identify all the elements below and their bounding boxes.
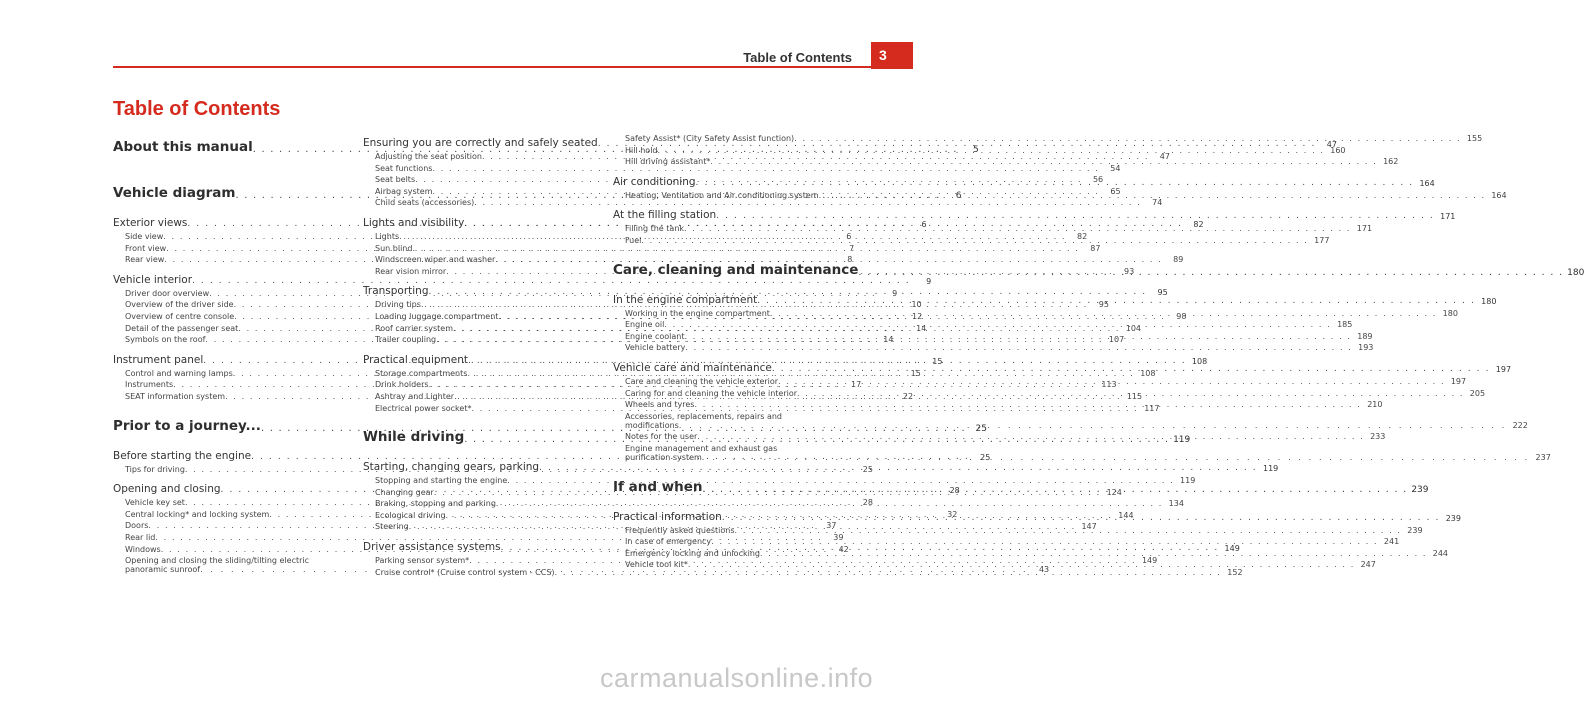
leader-dots	[684, 224, 1351, 233]
toc-page-number: 147	[1081, 522, 1097, 532]
toc-page-number: 134	[1168, 499, 1184, 509]
toc-page-number: 43	[1038, 565, 1050, 575]
toc-page-number: 117	[1144, 403, 1160, 413]
toc-entry-label: Hill driving assistant*	[625, 157, 711, 167]
toc-entry-label: Stopping and starting the engine	[375, 476, 508, 486]
toc-entry[interactable]	[363, 163, 1121, 173]
toc-entry-label: Engine oil	[625, 320, 665, 330]
toc-page-number: 6	[921, 220, 927, 229]
toc-entry-label: Windscreen wiper and washer	[375, 255, 496, 265]
toc-page-number: 108	[1140, 368, 1156, 378]
toc-page-number: 14	[883, 335, 894, 345]
toc-page-number: 197	[1495, 364, 1512, 374]
toc-entry-label: Vehicle tool kit*	[625, 560, 688, 570]
leader-dots	[757, 296, 1475, 306]
toc-page-number: 107	[1108, 335, 1125, 345]
toc-page-number: 25	[975, 423, 987, 434]
header-divider	[113, 66, 871, 68]
toc-entry[interactable]	[363, 255, 1184, 265]
toc-entry-label: Heating, Ventilation and Air conditioning system	[625, 190, 819, 200]
toc-page-number: 108	[1191, 356, 1208, 366]
toc-page-number: 197	[1450, 376, 1467, 386]
toc-entry-label: Wheels and tyres	[625, 400, 695, 410]
toc-entry-label: panoramic sunroof	[125, 565, 201, 575]
watermark: carmanualsonline.info	[600, 663, 874, 693]
toc-page-number: 180	[1481, 296, 1497, 306]
toc-entry-label: If and when	[613, 478, 703, 495]
leader-dots	[819, 191, 1486, 200]
toc-entry-label: Doors	[125, 521, 149, 531]
toc-entry-label-line: Accessories, replacements, repairs and	[625, 411, 782, 421]
toc-entry-label: Safety Assist* (City Safety Assist function)	[625, 134, 795, 143]
toc-entry-label: Driver assistance systems	[363, 541, 501, 554]
toc-entry-label: Rear vision mirror	[375, 266, 447, 276]
toc-page-number: 28	[949, 486, 960, 496]
toc-entry-label: About this manual	[113, 139, 253, 155]
toc-page-number: 233	[1370, 432, 1386, 442]
leader-dots	[722, 510, 1440, 523]
toc-entry-label: Ecological driving	[375, 510, 446, 520]
page-title: Table of Contents	[113, 98, 281, 120]
toc-page-number: 113	[1101, 380, 1117, 390]
toc-entry-label: Vehicle diagram	[113, 185, 236, 201]
toc-entry-label: Caring for and cleaning the vehicle interior	[625, 388, 798, 398]
toc-page-number: 54	[1110, 163, 1121, 173]
toc-entry-label: Air conditioning	[613, 175, 696, 188]
leader-dots	[778, 377, 1445, 386]
toc-page-number: 82	[1193, 219, 1204, 229]
toc-page-number: 119	[1180, 476, 1196, 486]
toc-entry-label: Parking sensor system*	[375, 556, 470, 566]
toc-page-number: 25	[862, 464, 873, 474]
leader-dots	[710, 157, 1377, 166]
toc-entry-label: Rear lid	[125, 532, 156, 542]
toc-page-number: 189	[1357, 331, 1373, 341]
running-header-title: Table of Contents	[743, 50, 852, 65]
leader-dots	[770, 309, 1437, 318]
toc-page-number: 149	[1224, 544, 1240, 554]
toc-entry-label: Central locking* and locking system	[125, 509, 270, 519]
toc-entry-label: Exterior views	[113, 217, 188, 229]
toc-page-number: 9	[892, 288, 898, 298]
toc-page-number: 119	[1173, 435, 1191, 446]
toc-entry-label: Storage compartments	[375, 368, 468, 378]
toc-page-number: 119	[1263, 464, 1279, 474]
toc-entry-label: Loading luggage compartment	[375, 311, 499, 321]
leader-dots	[641, 236, 1308, 245]
leader-dots	[760, 549, 1427, 558]
toc-section[interactable]	[613, 209, 1456, 222]
toc-entry[interactable]	[363, 198, 1163, 208]
toc-entry[interactable]	[613, 157, 1399, 167]
toc-entry[interactable]	[613, 343, 1374, 353]
toc-entry[interactable]	[363, 476, 1196, 486]
toc-page-number: 237	[1535, 452, 1551, 462]
toc-entry-label: Lights	[375, 231, 400, 241]
toc-page-number: 171	[1440, 212, 1456, 222]
toc-entry-label: Driving tips	[375, 300, 421, 310]
toc-entry-label: Opening and closing	[113, 483, 221, 496]
leader-dots	[664, 320, 1331, 329]
toc-page-number: 28	[862, 498, 873, 508]
toc-entry[interactable]	[363, 243, 1101, 253]
toc-entry-label: Ensuring you are correctly and safely seated	[363, 137, 598, 149]
toc-entry-label: Front view	[125, 243, 167, 253]
toc-entry-label: Engine coolant	[625, 331, 685, 341]
leader-dots	[797, 389, 1464, 398]
toc-page-number: 39	[833, 532, 844, 542]
toc-page-number: 42	[838, 544, 849, 554]
toc-page-number: 9	[926, 276, 932, 286]
toc-page-number: 244	[1432, 548, 1449, 558]
leader-dots	[703, 484, 1408, 495]
toc-page-number: 239	[1411, 484, 1429, 495]
toc-entry-label: Frequently asked questions	[625, 525, 735, 535]
toc-page-number: 210	[1367, 400, 1383, 410]
toc-entry-label: Adjusting the seat position	[375, 152, 482, 161]
toc-page-number: 104	[1125, 323, 1142, 333]
toc-page-number: 160	[1330, 145, 1346, 155]
toc-page-number: 162	[1383, 157, 1399, 167]
toc-page-number: 47	[1159, 152, 1170, 161]
toc-page-number: 152	[1227, 567, 1243, 577]
toc-entry-label: Filling the tank	[625, 224, 685, 234]
toc-page-number: 5	[972, 145, 979, 155]
toc-page-number: 164	[1491, 190, 1507, 200]
toc-page-number: 25	[980, 452, 991, 462]
toc-entry-label: Fuel	[625, 235, 642, 245]
toc-page-number: 74	[1152, 198, 1163, 208]
toc-page-number: 6	[846, 232, 852, 241]
leader-dots	[658, 146, 1325, 155]
page-number-tab: 3	[871, 42, 913, 69]
toc-entry-label: Care and cleaning the vehicle exterior	[625, 376, 779, 386]
toc-page-number: 222	[1512, 420, 1528, 430]
toc-entry-label: Detail of the passenger seat	[125, 323, 239, 333]
toc-entry-label: Vehicle key set	[125, 498, 185, 508]
leader-dots	[702, 453, 1530, 462]
leader-dots	[711, 537, 1378, 546]
toc-page-number: 177	[1314, 235, 1330, 245]
toc-page-number: 239	[1445, 513, 1461, 523]
toc-entry-label: Driver door overview	[125, 288, 210, 298]
toc-entry-label: Cruise control* (Cruise control system - CCS)	[375, 567, 555, 577]
toc-entry-label: Electrical power socket*	[375, 403, 472, 413]
toc-entry[interactable]	[613, 134, 1483, 143]
toc-page-number: 149	[1141, 556, 1158, 566]
toc-entry[interactable]	[613, 145, 1346, 155]
leader-dots	[688, 560, 1355, 569]
toc-page-number: 205	[1469, 388, 1486, 398]
toc-page-number: 164	[1419, 178, 1435, 188]
leader-dots	[696, 178, 1414, 188]
toc-entry-label-line: Opening and closing the sliding/tilting electric	[125, 556, 310, 566]
leader-dots	[772, 364, 1490, 374]
toc-page-number: 180	[1442, 308, 1458, 318]
toc-entry-label: Roof carrier system	[375, 323, 453, 333]
toc-entry-label: Seat functions	[375, 163, 433, 173]
toc-page-number: 22	[902, 391, 914, 401]
toc-page-number: 8	[847, 255, 853, 265]
toc-entry[interactable]	[613, 537, 1400, 547]
toc-entry-label: In the engine compartment	[613, 293, 758, 306]
toc-entry-label: Tips for driving	[125, 464, 185, 474]
toc-entry-label: Practical information	[613, 510, 722, 523]
toc-page-number: 95	[1157, 288, 1168, 298]
toc-entry-label: In case of emergency	[625, 537, 712, 547]
leader-dots	[685, 343, 1352, 352]
toc-page-number: 15	[932, 356, 943, 366]
toc-page-number: 115	[1126, 391, 1143, 401]
toc-entry-label: SEAT information system	[125, 391, 226, 401]
toc-page-number: 32	[947, 509, 958, 519]
toc-entry-label: Hill hold	[625, 145, 658, 155]
toc-section[interactable]	[113, 273, 932, 286]
toc-section[interactable]	[363, 285, 1168, 298]
toc-entry[interactable]	[363, 152, 1170, 161]
toc-page-number: 124	[1106, 487, 1122, 497]
toc-entry-label: Airbag system	[375, 186, 433, 196]
leader-dots	[697, 432, 1364, 441]
toc-page-number: 95	[1098, 300, 1109, 310]
toc-entry-label: At the filling station	[613, 209, 717, 222]
toc-entry-label: Overview of the driver side	[125, 300, 234, 310]
toc-entry-label: Care, cleaning and maintenance	[613, 261, 859, 278]
toc-entry-label: Changing gear	[375, 487, 434, 497]
leader-dots	[735, 526, 1402, 535]
toc-entry-label: Steering	[375, 522, 409, 532]
toc-entry-label: Ashtray and Lighter	[375, 391, 455, 401]
toc-entry-label: Emergency locking and unlocking	[625, 548, 760, 558]
toc-page-number: 193	[1358, 343, 1374, 353]
toc-page-number: 171	[1356, 224, 1373, 234]
toc-entry-label-line: Engine management and exhaust gas	[625, 443, 778, 453]
toc-page-number: 98	[1176, 311, 1187, 321]
toc-page-number: 144	[1118, 510, 1134, 520]
toc-page-number: 82	[1076, 231, 1088, 241]
toc-page-number: 93	[1124, 266, 1135, 276]
toc-page-number: 180	[1567, 267, 1584, 278]
toc-entry-label: Overview of centre console	[125, 311, 235, 321]
toc-entry-label: Instruments	[125, 380, 174, 390]
toc-entry-label: Prior to a journey...	[113, 417, 261, 434]
toc-entry-label: While driving	[363, 429, 465, 446]
leader-dots	[694, 400, 1361, 409]
toc-entry-label: Child seats (accessories)	[375, 198, 475, 208]
leader-dots	[858, 267, 1563, 278]
toc-entry-label: Vehicle interior	[113, 273, 193, 286]
toc-page-number: 65	[1110, 186, 1121, 196]
toc-page-number: 7	[849, 243, 855, 253]
toc-page-number: 15	[910, 368, 921, 378]
toc-entry-label: Control and warning lamps	[125, 368, 233, 378]
leader-dots	[684, 332, 1351, 341]
toc-entry-label: Windows	[125, 544, 161, 554]
toc-entry-label: Drink holders	[375, 380, 429, 390]
toc-page-number: 12	[911, 311, 923, 321]
toc-entry-label: Braking, stopping and parking	[375, 499, 496, 509]
toc-entry-label: Seat belts	[375, 175, 416, 185]
toc-entry-label: Sun blind	[375, 243, 413, 253]
toc-page-number: 56	[1092, 175, 1104, 185]
toc-page-number: 241	[1383, 537, 1400, 547]
toc-page-number: 37	[826, 521, 837, 531]
toc-page-number: 17	[851, 380, 862, 390]
leader-dots	[716, 211, 1434, 221]
toc-entry-label: Notes for the user	[625, 432, 698, 442]
toc-page-number: 6	[955, 191, 962, 201]
toc-page-number: 89	[1173, 255, 1184, 265]
toc-entry-label: Vehicle battery	[625, 343, 686, 353]
toc-entry-label: Instrument panel	[113, 353, 204, 366]
toc-entry-label: Rear view	[125, 255, 165, 265]
toc-page-number: 239	[1407, 525, 1423, 535]
toc-page-number: 185	[1337, 320, 1353, 330]
toc-entry-label: Symbols on the roof	[125, 335, 206, 345]
toc-page-number: 10	[911, 300, 922, 310]
toc-entry-label: Transporting	[363, 285, 429, 298]
toc-entry-label: purification system	[625, 452, 702, 462]
toc-entry-label: Trailer coupling	[375, 335, 437, 345]
toc-entry-label: Practical equipment	[363, 353, 468, 366]
toc-entry-label: Vehicle care and maintenance	[613, 361, 772, 374]
toc-page-number: 14	[916, 323, 927, 333]
leader-dots	[794, 134, 1461, 143]
toc-entry-label: Working in the engine compartment	[625, 308, 770, 318]
toc-page-number: 247	[1360, 560, 1376, 570]
toc-entry-label: Side view	[125, 232, 164, 241]
toc-entry-label: Lights and visibility	[363, 216, 465, 229]
toc-entry-label: Starting, changing gears, parking	[363, 461, 540, 474]
leader-dots	[679, 421, 1507, 430]
toc-page-number: 155	[1466, 134, 1483, 143]
toc-entry-label: Before starting the engine	[113, 449, 252, 462]
toc-page-number: 87	[1090, 243, 1101, 253]
toc-entry-label: modifications	[625, 420, 679, 430]
toc-page-number: 47	[1326, 140, 1337, 149]
